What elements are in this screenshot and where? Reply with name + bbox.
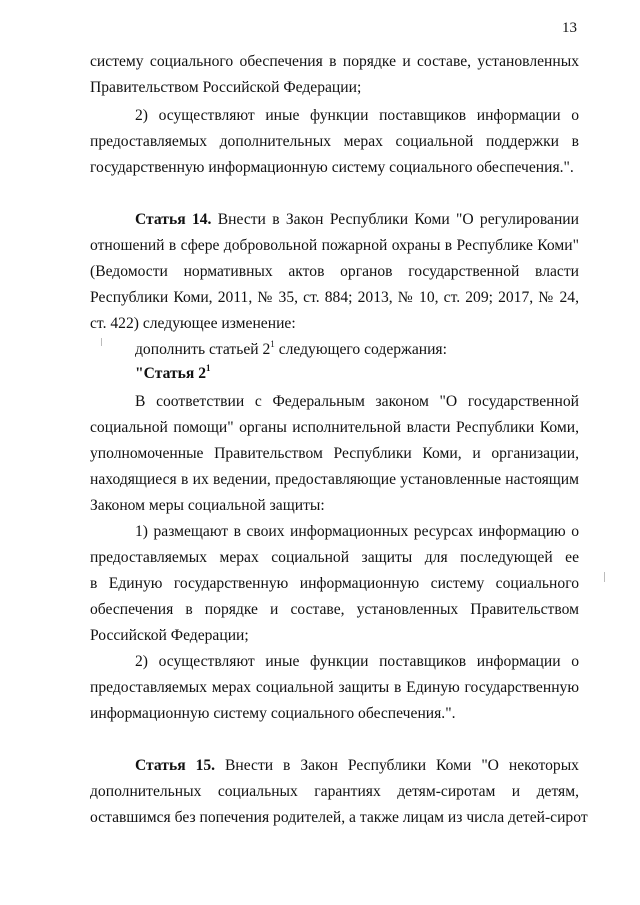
- text-line: Законом меры социальной защиты:: [90, 497, 325, 514]
- text-line: предоставляемых мерах социальной защиты в Единую государственную: [90, 679, 579, 696]
- text-fragment: следующего содержания:: [274, 341, 447, 358]
- text-line: систему социального обеспечения в порядке и составе, установленных: [90, 53, 579, 70]
- article-15-label: Статья 15.: [135, 757, 216, 774]
- text-line: оставшимся без попечения родителей, а также лицам из числа детей-сирот: [90, 809, 588, 826]
- text-line: 2) осуществляют иные функции поставщиков информации о: [135, 653, 579, 670]
- article-14-label: Статья 14.: [135, 211, 212, 228]
- scan-mark: [101, 338, 102, 346]
- text-line: находящиеся в их ведении, предоставляющие установленные настоящим: [90, 471, 579, 488]
- article-14-text: Внести в Закон Республики Коми "О регулировании: [211, 211, 579, 228]
- superscript: 1: [206, 362, 211, 373]
- text-fragment: дополнить статьей 2: [135, 341, 271, 358]
- text-line: дополнительных социальных гарантиях детям-сиротам и детям,: [90, 783, 579, 800]
- text-line: Российской Федерации;: [90, 627, 249, 644]
- text-line: информационную систему социального обеспечения.".: [90, 705, 456, 722]
- article-15-text: Внести в Закон Республики Коми "О некоторых: [215, 757, 579, 774]
- text-fragment: "Статья 2: [135, 365, 206, 382]
- text-line: социальной помощи" органы исполнительной власти Республики Коми,: [90, 419, 579, 436]
- text-line: Правительством Российской Федерации;: [90, 79, 362, 96]
- text-line: [135, 340, 447, 360]
- article-14-heading-line: [135, 210, 579, 230]
- text-line: 1) размещают в своих информационных ресурсах информацию о: [135, 523, 579, 540]
- text-line: Республики Коми, 2011, № 35, ст. 884; 2013, № 10, ст. 209; 2017, № 24,: [90, 289, 579, 306]
- text-line: обеспечения в порядке и составе, установленных Правительством: [90, 601, 579, 618]
- text-line: ст. 422) следующее изменение:: [90, 315, 296, 332]
- page-number: 13: [562, 20, 577, 36]
- text-line: 2) осуществляют иные функции поставщиков информации о: [135, 107, 579, 124]
- text-line: государственную информационную систему социального обеспечения.".: [90, 159, 574, 176]
- text-line: (Ведомости нормативных актов органов государственной власти: [90, 263, 579, 280]
- scan-mark: [604, 572, 605, 582]
- text-line: в Единую государственную информационную систему социального: [90, 575, 579, 592]
- text-line: уполномоченные Правительством Республики Коми, и организации,: [90, 445, 579, 462]
- text-line: В соответствии с Федеральным законом "О государственной: [135, 393, 579, 410]
- text-line: предоставляемых дополнительных мерах социальной поддержки в: [90, 133, 579, 150]
- article-15-heading-line: [135, 756, 579, 776]
- text-line: предоставляемых мерах социальной защиты для последующей ее: [90, 549, 579, 566]
- article-2-1-title: [135, 364, 211, 384]
- superscript: 1: [270, 338, 275, 349]
- text-line: отношений в сфере добровольной пожарной охраны в Республике Коми": [90, 237, 579, 254]
